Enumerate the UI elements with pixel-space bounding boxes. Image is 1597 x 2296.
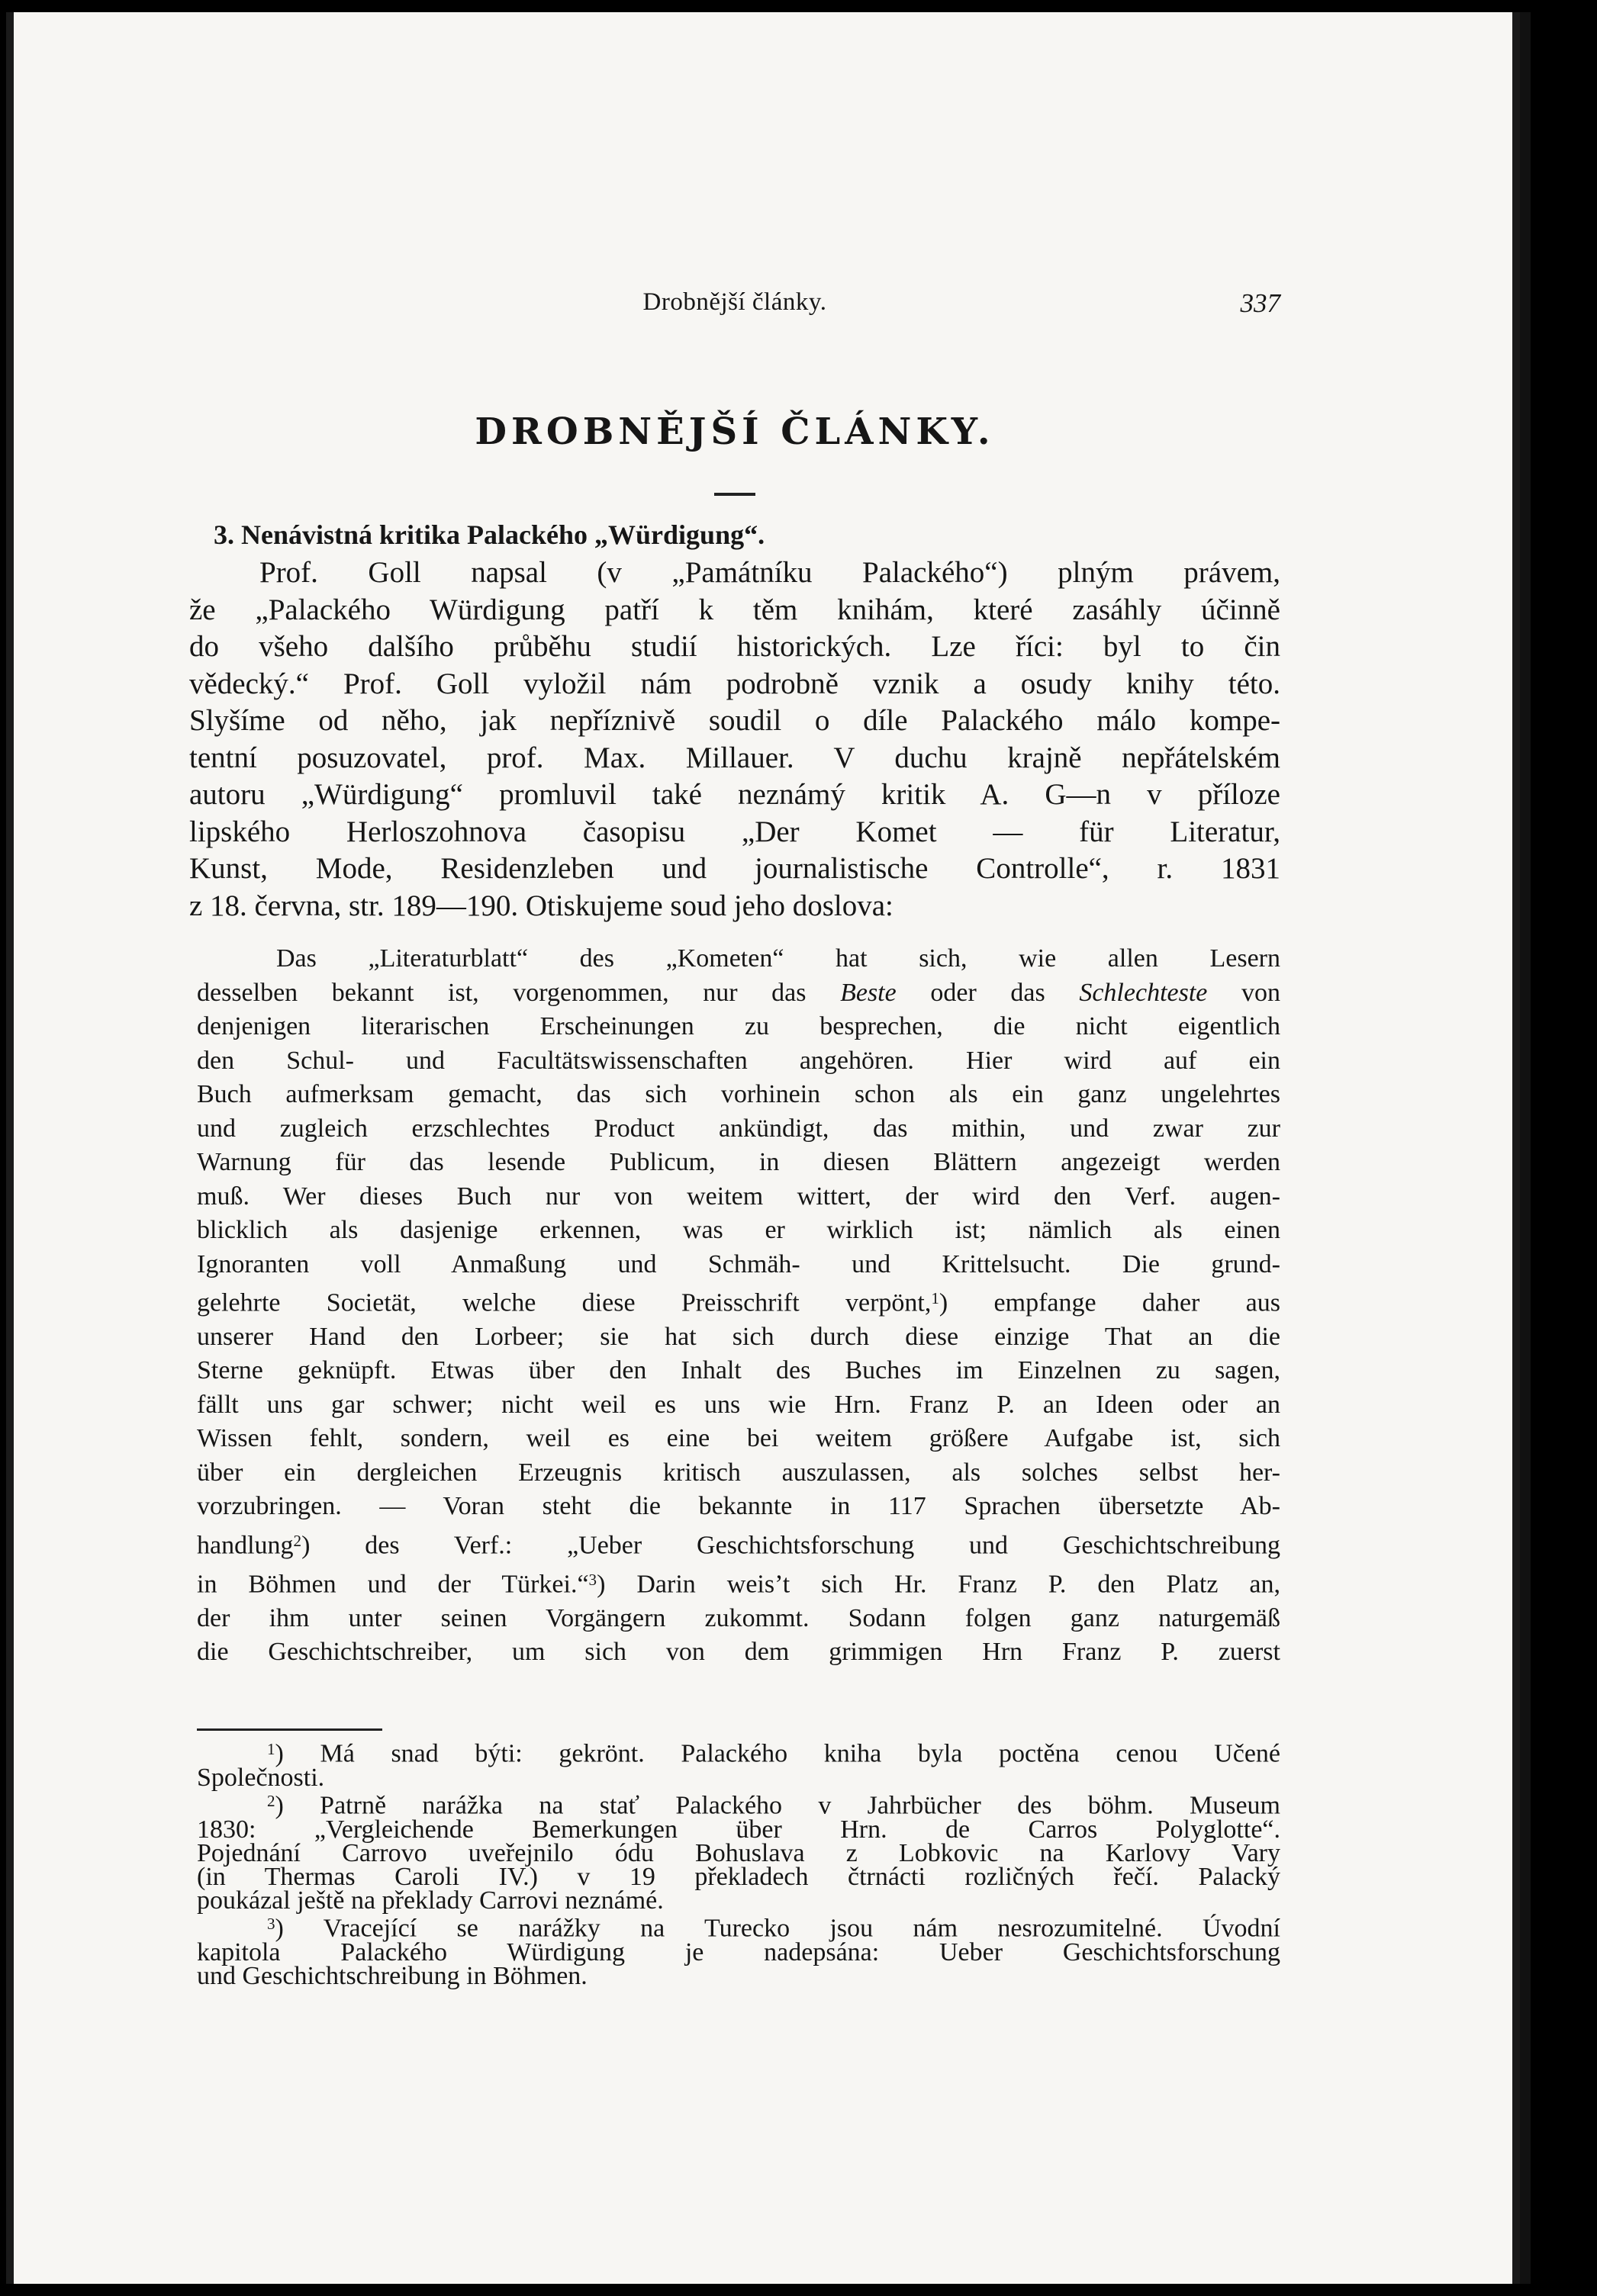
- article-heading: 3. Nenávistná kritika Palackého „Würdigung“.: [214, 519, 765, 550]
- footnote-line: Společnosti.: [197, 1763, 325, 1792]
- quote-line: Wissen fehlt, sondern, weil es eine bei weitem größere Aufgabe ist, sich: [197, 1424, 1280, 1453]
- scan-edge-right: [1512, 12, 1520, 2284]
- footnote-3: $^3$) Vracející se narážky na Turecko jsou nám nesrozumitelné. Úvodní: [267, 1914, 1280, 1943]
- lead-line: Kunst, Mode, Residenzleben und journalistische Controlle“, r. 1831: [189, 852, 1280, 885]
- quote-line: in Böhmen und der Türkei.“$^3$) Darin weis’t sich Hr. Franz P. den Platz an,: [197, 1570, 1280, 1599]
- quote-line: blicklich als dasjenige erkennen, was er wirklich ist; nämlich als einen: [197, 1216, 1280, 1244]
- quote-line: Sterne geknüpft. Etwas über den Inhalt des Buches im Einzelnen zu sagen,: [197, 1356, 1280, 1385]
- section-title: DROBNĚJŠÍ ČLÁNKY.: [475, 410, 995, 453]
- quote-line: unserer Hand den Lorbeer; sie hat sich durch diese einzige That an die: [197, 1322, 1280, 1351]
- footnote-1: $^1$) Má snad býti: gekrönt. Palackého kniha byla poctěna cenou Učené: [267, 1739, 1280, 1768]
- emphasis-schlechteste: Schlechteste: [1079, 978, 1208, 1007]
- lead-line: lipského Herloszohnova časopisu „Der Komet — für Literatur,: [189, 815, 1280, 848]
- lead-line: tentní posuzovatel, prof. Max. Millauer. V duchu krajně nepřátelském: [189, 741, 1280, 774]
- scan-edge-left: [6, 12, 14, 2284]
- quote-line: desselben bekannt ist, vorgenommen, nur das Beste oder das Schlechteste von: [197, 978, 1280, 1007]
- footnotes: [197, 1738, 1280, 1991]
- lead-paragraph: [189, 555, 1280, 925]
- emphasis-beste: Beste: [840, 978, 897, 1007]
- quote-line: die Geschichtschreiber, um sich von dem grimmigen Hrn Franz P. zuerst: [197, 1638, 1280, 1667]
- quoted-review: [197, 942, 1280, 1670]
- quote-line: den Schul- und Facultätswissenschaften angehören. Hier wird auf ein: [197, 1046, 1280, 1075]
- footnote-ref-3: 3: [588, 1570, 597, 1589]
- footnote-line: (in Thermas Caroli IV.) v 19 překladech čtrnácti rozličných řečí. Palacký: [197, 1862, 1280, 1891]
- quote-line: muß. Wer dieses Buch nur von weitem wittert, der wird den Verf. augen-: [197, 1182, 1280, 1211]
- title-rule: [714, 493, 755, 496]
- quote-line: der ihm unter seinen Vorgängern zukommt. Sodann folgen ganz naturgemäß: [197, 1603, 1280, 1632]
- footnote-line: Pojednání Carrovo uveřejnilo ódu Bohuslava z Lobkovic na Karlovy Vary: [197, 1838, 1280, 1867]
- quote-line: Das „Literaturblatt“ des „Kometen“ hat sich, wie allen Lesern: [276, 944, 1280, 973]
- lead-line: že „Palackého Würdigung patří k těm knihám, které zasáhly účinně: [189, 593, 1280, 626]
- footnote-line: poukázal ještě na překlady Carrovi neznámé.: [197, 1886, 664, 1915]
- footnote-mark: 2: [267, 1791, 275, 1810]
- quote-line: über ein dergleichen Erzeugnis kritisch auszulassen, als solches selbst her-: [197, 1458, 1280, 1487]
- footnote-mark: 3: [267, 1915, 275, 1934]
- running-title: Drobnější články.: [642, 288, 827, 316]
- footnote-line: kapitola Palackého Würdigung je nadepsána: Ueber Geschichtsforschung: [197, 1938, 1280, 1967]
- lead-line: z 18. června, str. 189—190. Otiskujeme soud jeho doslova:: [189, 889, 893, 922]
- quote-line: vorzubringen. — Voran steht die bekannte in 117 Sprachen übersetzte Ab-: [197, 1492, 1280, 1521]
- quote-line: Buch aufmerksam gemacht, das sich vorhinein schon als ein ganz ungelehrtes: [197, 1080, 1280, 1108]
- quote-line: Ignoranten voll Anmaßung und Schmäh- und Krittelsucht. Die grund-: [197, 1249, 1280, 1278]
- quote-line: und zugleich erzschlechtes Product ankündigt, das mithin, und zwar zur: [197, 1114, 1280, 1143]
- lead-line: autoru „Würdigung“ promluvil také neznámý kritik A. G—n v příloze: [189, 778, 1280, 811]
- footnote-mark: 1: [267, 1740, 275, 1758]
- lead-line: Prof. Goll napsal (v „Památníku Palackého“) plným právem,: [259, 556, 1280, 589]
- footnote-line: und Geschichtschreibung in Böhmen.: [197, 1962, 588, 1991]
- footnote-ref-1: 1: [931, 1289, 939, 1307]
- lead-line: vědecký.“ Prof. Goll vyložil nám podrobně vznik a osudy knihy této.: [189, 667, 1280, 700]
- footnote-line: 1830: „Vergleichende Bemerkungen über Hrn. de Carros Polyglotte“.: [197, 1815, 1280, 1844]
- quote-line: Warnung für das lesende Publicum, in diesen Blättern angezeigt werden: [197, 1148, 1280, 1176]
- footnote-2: $^2$) Patrně narážka na stať Palackého v Jahrbücher des böhm. Museum: [267, 1791, 1280, 1820]
- quote-line: fällt uns gar schwer; nicht weil es uns wie Hrn. Franz P. an Ideen oder an: [197, 1390, 1280, 1419]
- quote-line: handlung$^2$) des Verf.: „Ueber Geschichtsforschung und Geschichtschreibung: [197, 1531, 1280, 1560]
- lead-line: do všeho dalšího průběhu studií historických. Lze říci: byl to čin: [189, 630, 1280, 663]
- running-head: [189, 288, 1280, 326]
- quote-line: gelehrte Societät, welche diese Preisschrift verpönt,$^1$) empfange daher aus: [197, 1288, 1280, 1317]
- page-number: 337: [1240, 288, 1280, 318]
- book-page: [6, 12, 1531, 2284]
- footnote-rule: [197, 1728, 382, 1731]
- quote-line: denjenigen literarischen Erscheinungen zu besprechen, die nicht eigentlich: [197, 1012, 1280, 1040]
- footnote-ref-2: 2: [293, 1531, 302, 1550]
- lead-line: Slyšíme od něho, jak nepříznivě soudil o díle Palackého málo kompe-: [189, 704, 1280, 737]
